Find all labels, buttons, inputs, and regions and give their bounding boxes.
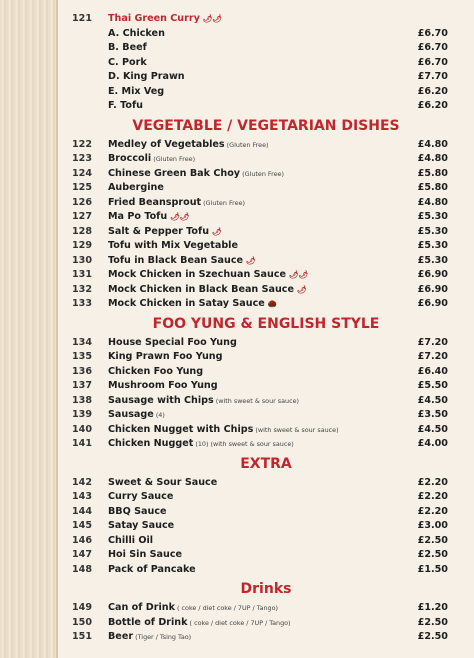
menu-item bbox=[0, 12, 474, 26]
item-number: 136 bbox=[72, 365, 93, 377]
item-name: Pack of Pancake bbox=[108, 563, 196, 575]
menu-item bbox=[0, 505, 474, 519]
menu-item bbox=[0, 225, 474, 239]
item-number: 132 bbox=[72, 283, 93, 295]
menu-item bbox=[0, 254, 474, 268]
item-price: £4.00 bbox=[417, 438, 448, 449]
item-name: BBQ Sauce bbox=[108, 505, 167, 517]
menu-item bbox=[0, 423, 474, 437]
item-price: £4.50 bbox=[417, 394, 448, 406]
item-number: 128 bbox=[72, 225, 93, 237]
item-name: A. Chicken bbox=[108, 27, 165, 39]
item-note: (Gluten Free) bbox=[151, 155, 196, 163]
item-name: Curry Sauce bbox=[108, 491, 174, 502]
item-price: £4.50 bbox=[417, 423, 448, 435]
item-price: £6.70 bbox=[417, 27, 448, 39]
item-price: £2.50 bbox=[417, 534, 448, 546]
section-heading: VEGETABLE / VEGETARIAN DISHES bbox=[132, 117, 400, 134]
item-price: £6.70 bbox=[417, 42, 448, 53]
item-price: £3.00 bbox=[417, 520, 448, 531]
menu-item bbox=[0, 297, 474, 311]
menu-item bbox=[0, 85, 474, 99]
item-price: £6.90 bbox=[417, 283, 448, 295]
item-number: 130 bbox=[72, 254, 93, 266]
item-price: £5.50 bbox=[417, 380, 448, 391]
menu-item bbox=[0, 167, 474, 181]
item-number: 129 bbox=[72, 240, 93, 251]
item-name: Mock Chicken in Satay Sauce 🌰 bbox=[108, 298, 278, 309]
item-price: £2.20 bbox=[417, 505, 448, 517]
menu-item bbox=[0, 350, 474, 364]
item-number: 135 bbox=[72, 351, 93, 362]
item-name: Beer (Tiger / Tsing Tao) bbox=[108, 631, 192, 642]
item-name: Chicken Nugget with Chips (with sweet & sour sauce) bbox=[108, 423, 339, 435]
menu-item bbox=[0, 56, 474, 70]
chili-icon: 🌶🌶 bbox=[289, 270, 309, 279]
menu-item bbox=[0, 519, 474, 533]
item-price: £5.30 bbox=[417, 254, 448, 266]
menu-item bbox=[0, 379, 474, 393]
item-number: 140 bbox=[72, 423, 93, 435]
menu-item bbox=[0, 490, 474, 504]
item-name: Tofu with Mix Vegetable bbox=[108, 240, 238, 251]
chili-icon: 🌶🌶 bbox=[170, 212, 190, 221]
menu-item bbox=[0, 196, 474, 210]
menu-item bbox=[0, 548, 474, 562]
menu-item bbox=[0, 534, 474, 548]
item-name: Salt & Pepper Tofu 🌶 bbox=[108, 225, 222, 237]
item-number: 141 bbox=[72, 438, 93, 449]
item-name: Medley of Vegetables (Gluten Free) bbox=[108, 138, 269, 150]
item-price: £6.70 bbox=[417, 56, 448, 68]
menu-item bbox=[0, 181, 474, 195]
item-price: £7.20 bbox=[417, 336, 448, 348]
item-number: 138 bbox=[72, 394, 93, 406]
item-price: £2.50 bbox=[417, 631, 448, 642]
item-number: 127 bbox=[72, 211, 93, 222]
item-price: £2.20 bbox=[417, 476, 448, 488]
menu-item bbox=[0, 99, 474, 113]
item-number: 150 bbox=[72, 616, 93, 628]
item-number: 144 bbox=[72, 505, 93, 517]
item-name: Chicken Nugget (10) (with sweet & sour sauce) bbox=[108, 438, 294, 449]
item-price: £6.40 bbox=[417, 365, 448, 377]
item-name: House Special Foo Yung bbox=[108, 336, 237, 348]
menu-item bbox=[0, 437, 474, 451]
item-price: £2.50 bbox=[417, 549, 448, 560]
item-number: 124 bbox=[72, 167, 93, 179]
item-number: 142 bbox=[72, 476, 93, 488]
item-name: F. Tofu bbox=[108, 100, 143, 111]
item-note: ( coke / diet coke / 7UP / Tango) bbox=[187, 618, 291, 627]
item-name: Sweet & Sour Sauce bbox=[108, 476, 218, 488]
item-number: 134 bbox=[72, 336, 93, 348]
menu-item bbox=[0, 27, 474, 41]
menu-item bbox=[0, 601, 474, 615]
menu-item bbox=[0, 563, 474, 577]
menu-item bbox=[0, 408, 474, 422]
item-name: Chicken Foo Yung bbox=[108, 365, 204, 377]
item-name: Sausage with Chips (with sweet & sour sauce) bbox=[108, 394, 300, 406]
item-price: £4.80 bbox=[417, 153, 448, 164]
menu-item bbox=[0, 283, 474, 297]
item-name: Can of Drink ( coke / diet coke / 7UP / Tango) bbox=[108, 602, 279, 613]
item-name: Thai Green Curry 🌶🌶 bbox=[108, 13, 222, 24]
item-price: £3.50 bbox=[417, 409, 448, 420]
menu-item bbox=[0, 336, 474, 350]
item-price: £5.30 bbox=[417, 225, 448, 237]
item-note: (with sweet & sour sauce) bbox=[213, 396, 300, 405]
item-price: £6.20 bbox=[417, 85, 448, 97]
menu-item bbox=[0, 210, 474, 224]
menu-item bbox=[0, 476, 474, 490]
item-name: Broccoli (Gluten Free) bbox=[108, 153, 196, 164]
chili-icon: 🌶 bbox=[297, 284, 307, 294]
item-price: £6.90 bbox=[417, 269, 448, 280]
item-price: £2.50 bbox=[417, 616, 448, 628]
item-price: £6.90 bbox=[417, 298, 448, 309]
menu-item bbox=[0, 239, 474, 253]
item-price: £5.30 bbox=[417, 240, 448, 251]
menu-item bbox=[0, 152, 474, 166]
item-number: 137 bbox=[72, 380, 93, 391]
item-number: 151 bbox=[72, 631, 93, 642]
item-name: King Prawn Foo Yung bbox=[108, 351, 223, 362]
item-name: Satay Sauce bbox=[108, 520, 175, 531]
item-note: (Tiger / Tsing Tao) bbox=[133, 633, 192, 641]
item-name: Fried Beansprout (Gluten Free) bbox=[108, 196, 246, 208]
item-number: 148 bbox=[72, 563, 93, 575]
chili-icon: 🌶🌶 bbox=[202, 14, 222, 23]
item-number: 121 bbox=[72, 13, 93, 24]
item-note: (4) bbox=[153, 411, 165, 419]
item-price: £1.50 bbox=[417, 563, 448, 575]
item-name: Hoi Sin Sauce bbox=[108, 549, 183, 560]
item-number: 143 bbox=[72, 491, 93, 502]
item-name: D. King Prawn bbox=[108, 71, 185, 82]
item-price: £1.20 bbox=[417, 602, 448, 613]
item-name: Sausage (4) bbox=[108, 409, 165, 420]
item-number: 123 bbox=[72, 153, 93, 164]
chili-icon: 🌶 bbox=[246, 255, 256, 265]
peanut-icon: 🌰 bbox=[267, 299, 278, 308]
menu-item bbox=[0, 394, 474, 408]
item-number: 122 bbox=[72, 138, 93, 150]
item-note: ( coke / diet coke / 7UP / Tango) bbox=[174, 604, 279, 612]
menu-item bbox=[0, 365, 474, 379]
item-name: Ma Po Tofu 🌶🌶 bbox=[108, 211, 190, 222]
item-price: £4.80 bbox=[417, 138, 448, 150]
item-price: £6.20 bbox=[417, 100, 448, 111]
item-number: 125 bbox=[72, 182, 93, 193]
menu-item bbox=[0, 138, 474, 152]
item-name: Tofu in Black Bean Sauce 🌶 bbox=[108, 254, 256, 266]
item-name: Mock Chicken in Szechuan Sauce 🌶🌶 bbox=[108, 269, 309, 280]
item-note: (Gluten Free) bbox=[240, 169, 284, 178]
item-number: 131 bbox=[72, 269, 93, 280]
section-heading: EXTRA bbox=[240, 455, 292, 472]
item-name: Aubergine bbox=[108, 182, 164, 193]
section-heading: Drinks bbox=[240, 581, 292, 597]
menu-item bbox=[0, 616, 474, 630]
item-note: (Gluten Free) bbox=[201, 198, 246, 207]
item-number: 126 bbox=[72, 196, 93, 208]
item-name: Bottle of Drink ( coke / diet coke / 7UP / Tango) bbox=[108, 616, 291, 628]
item-number: 133 bbox=[72, 298, 93, 309]
item-name: Mushroom Foo Yung bbox=[108, 380, 218, 391]
item-number: 139 bbox=[72, 409, 93, 420]
item-name: Chilli Oil bbox=[108, 534, 154, 546]
item-name: Mock Chicken in Black Bean Sauce 🌶 bbox=[108, 283, 307, 295]
chili-icon: 🌶 bbox=[212, 226, 222, 236]
item-name: B. Beef bbox=[108, 42, 147, 53]
item-number: 146 bbox=[72, 534, 93, 546]
item-price: £4.80 bbox=[417, 196, 448, 208]
item-note: (10) (with sweet & sour sauce) bbox=[193, 440, 294, 448]
item-price: £7.20 bbox=[417, 351, 448, 362]
item-price: £5.30 bbox=[417, 211, 448, 222]
item-note: (Gluten Free) bbox=[224, 140, 269, 149]
menu-item bbox=[0, 268, 474, 282]
item-name: E. Mix Veg bbox=[108, 85, 165, 97]
item-number: 149 bbox=[72, 602, 93, 613]
item-name: Chinese Green Bak Choy (Gluten Free) bbox=[108, 167, 284, 179]
section-heading: FOO YUNG & ENGLISH STYLE bbox=[152, 315, 380, 332]
item-note: (with sweet & sour sauce) bbox=[253, 425, 339, 434]
menu-item bbox=[0, 630, 474, 644]
item-price: £5.80 bbox=[417, 182, 448, 193]
menu-item bbox=[0, 41, 474, 55]
item-name: C. Pork bbox=[108, 56, 147, 68]
item-number: 147 bbox=[72, 549, 93, 560]
item-price: £7.70 bbox=[417, 71, 448, 82]
menu-item bbox=[0, 70, 474, 84]
item-price: £5.80 bbox=[417, 167, 448, 179]
item-number: 145 bbox=[72, 520, 93, 531]
item-price: £2.20 bbox=[417, 491, 448, 502]
